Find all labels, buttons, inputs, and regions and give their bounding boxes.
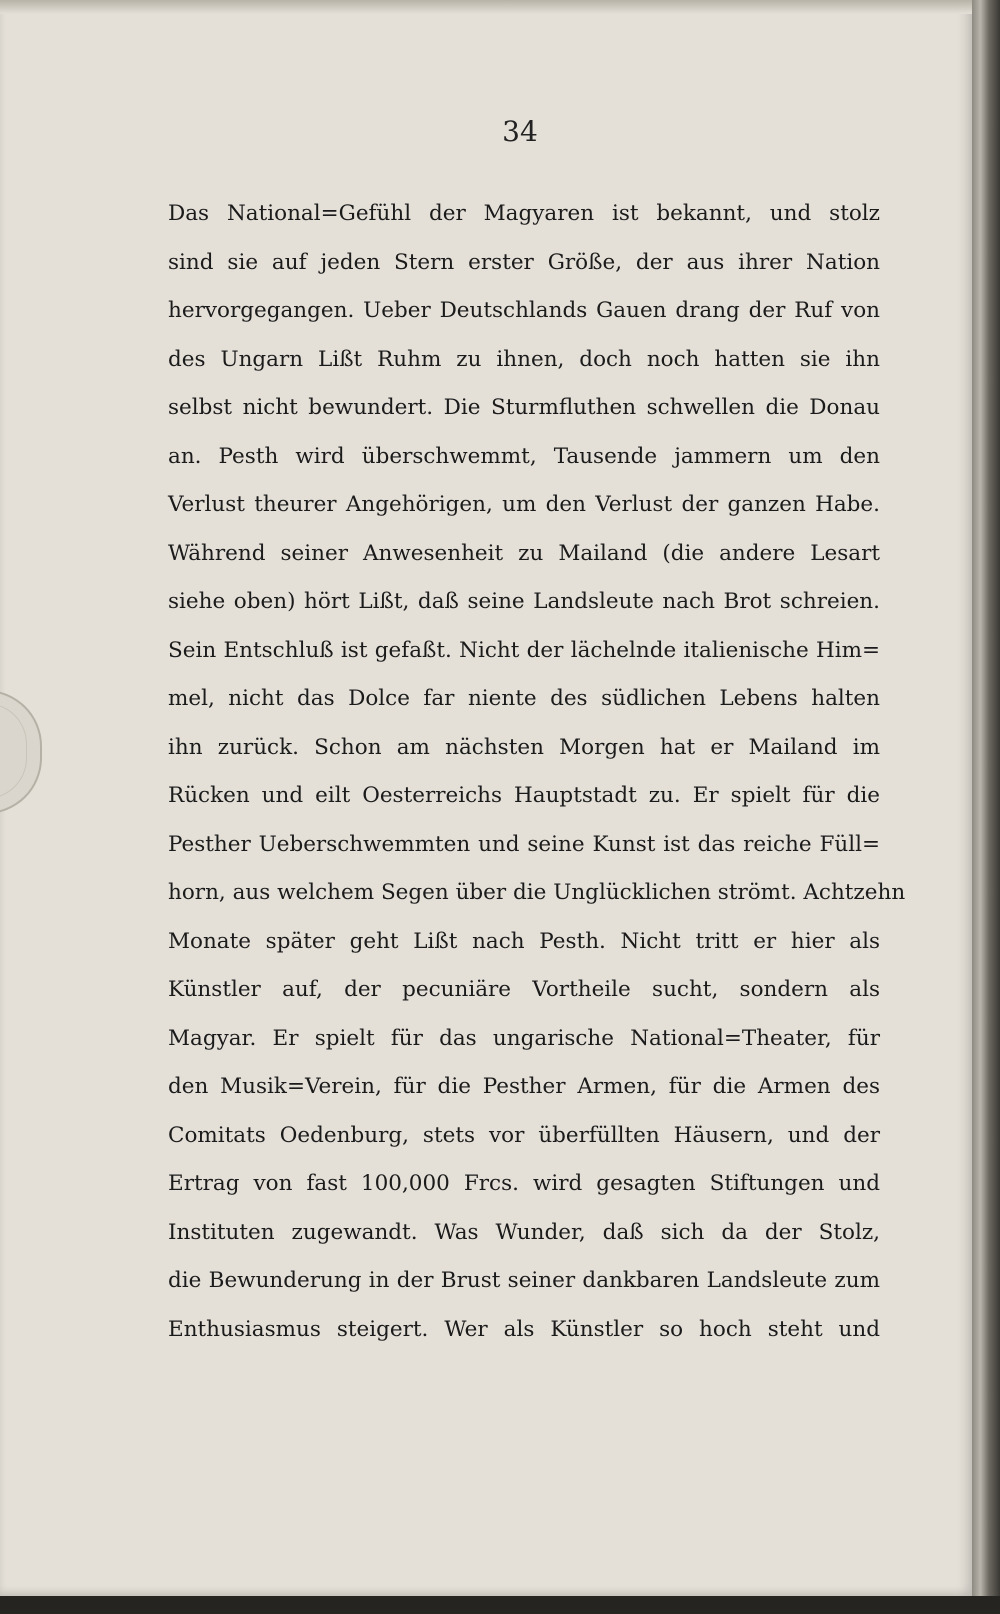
- page-top-edge: [0, 0, 972, 14]
- text-line: selbst nicht bewundert. Die Sturmfluthen schwellen die Donau: [168, 395, 880, 420]
- text-line: Während seiner Anwesenheit zu Mailand (die andere Lesart: [168, 540, 880, 566]
- text-line: sind sie auf jeden Stern erster Größe, der aus ihrer Nation: [168, 249, 880, 275]
- text-line: Künstler auf, der pecuniäre Vortheile sucht, sondern als: [168, 977, 880, 1002]
- text-line: des Ungarn Lißt Ruhm zu ihnen, doch noch hatten sie ihn: [168, 346, 880, 372]
- text-line: Pesther Ueberschwemmten und seine Kunst ist das reiche Füll=: [168, 831, 880, 857]
- text-line: siehe oben) hört Lißt, daß seine Landsleute nach Brot schreien.: [168, 589, 880, 614]
- text-line: hervorgegangen. Ueber Deutschlands Gauen drang der Ruf von: [168, 298, 880, 323]
- text-line: die Bewunderung in der Brust seiner dankbaren Landsleute zum: [168, 1268, 880, 1293]
- text-line: Das National=Gefühl der Magyaren ist bekannt, und stolz: [168, 201, 880, 226]
- text-line: den Musik=Verein, für die Pesther Armen, für die Armen des: [168, 1074, 880, 1099]
- text-line: Rücken und eilt Oesterreichs Hauptstadt zu. Er spielt für die: [168, 783, 880, 808]
- text-line: Monate später geht Lißt nach Pesth. Nicht tritt er hier als: [168, 928, 880, 954]
- text-line: Verlust theurer Angehörigen, um den Verlust der ganzen Habe.: [168, 492, 880, 517]
- bottom-edge: [0, 1596, 1000, 1614]
- text-line: ihn zurück. Schon am nächsten Morgen hat er Mailand im: [168, 734, 880, 760]
- text-line: Ertrag von fast 100,000 Frcs. wird gesagten Stiftungen und: [168, 1171, 880, 1196]
- text-line: horn, aus welchem Segen über die Unglücklichen strömt. Achtzehn: [168, 880, 906, 905]
- text-line: Magyar. Er spielt für das ungarische National=Theater, für: [168, 1025, 880, 1051]
- text-line: an. Pesth wird überschwemmt, Tausende jammern um den: [168, 443, 880, 469]
- text-line: Instituten zugewandt. Was Wunder, daß sich da der Stolz,: [168, 1219, 880, 1245]
- text-line: mel, nicht das Dolce far niente des südlichen Lebens halten: [168, 686, 880, 711]
- text-line: Comitats Oedenburg, stets vor überfüllten Häusern, und der: [168, 1122, 880, 1148]
- body-text: [168, 194, 906, 1358]
- text-line: Enthusiasmus steigert. Wer als Künstler so hoch steht und: [168, 1316, 880, 1342]
- page-edge: [972, 0, 1000, 1614]
- text-line: Sein Entschluß ist gefaßt. Nicht der lächelnde italienische Him=: [168, 637, 880, 663]
- page-number: 34: [502, 115, 538, 148]
